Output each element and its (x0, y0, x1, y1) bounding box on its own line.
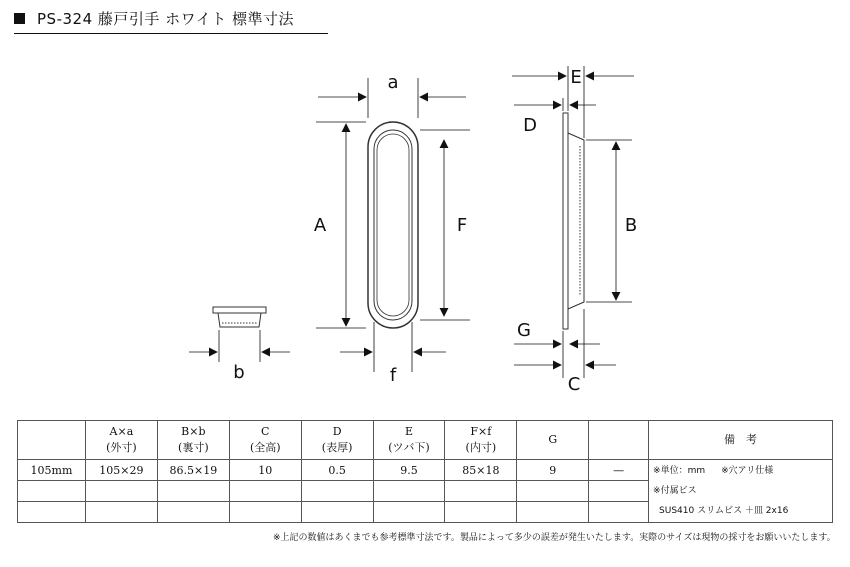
remarks-hole: ※穴アリ仕様 (721, 466, 774, 476)
end-view-flange (213, 307, 266, 313)
remarks-screws: ※付属ビス (653, 486, 697, 496)
handle-outer-outline (368, 122, 418, 328)
cell-Bb: 86.5×19 (157, 460, 229, 481)
cell-Ff: 85×18 (445, 460, 517, 481)
handle-recess-outline (377, 134, 409, 316)
front-view (368, 122, 418, 328)
header-label: A×a (109, 425, 134, 438)
header-label: F×f (470, 425, 492, 438)
dim-label-F: F (456, 215, 468, 236)
table-header-row (18, 421, 833, 460)
header-label: 備 考 (724, 433, 758, 446)
dim-b (189, 330, 290, 362)
dim-label-b: b (233, 362, 245, 383)
header-cell-Bb (157, 421, 229, 460)
cell-size: 105mm (18, 460, 86, 481)
header-cell-D (301, 421, 373, 460)
header-sublabel: (内寸) (465, 441, 497, 454)
cell-Aa: 105×29 (85, 460, 157, 481)
header-cell-remarks (649, 421, 833, 460)
handle-inner-outline (374, 130, 412, 320)
dim-label-A: A (313, 215, 327, 236)
header-cell-Ff (445, 421, 517, 460)
side-view (563, 113, 584, 329)
remarks-line (653, 461, 830, 481)
header-label: B×b (181, 425, 206, 438)
cell-D: 0.5 (301, 460, 373, 481)
header-cell-C (229, 421, 301, 460)
table-row (18, 460, 833, 481)
header-sublabel: (裏寸) (178, 441, 209, 454)
side-view-flange (563, 113, 568, 329)
header-cell-E (373, 421, 445, 460)
dim-label-C: C (567, 374, 581, 395)
cell-extra: — (589, 460, 649, 481)
remarks-screw-spec: SUS410 スリムビス ＋皿 2x16 (659, 506, 789, 516)
header-cell-G (517, 421, 589, 460)
dim-label-D: D (523, 115, 537, 136)
cell-G: 9 (517, 460, 589, 481)
header-sublabel: (表厚) (321, 441, 353, 454)
side-view-body (568, 133, 584, 309)
remarks-unit: ※単位：mm (653, 466, 706, 476)
header-label: G (548, 433, 558, 446)
spec-table (17, 420, 833, 523)
dim-label-B: B (624, 215, 638, 236)
header-label: E (404, 425, 413, 438)
cell-C: 10 (229, 460, 301, 481)
dim-label-a: a (387, 72, 399, 93)
dim-label-f: f (389, 365, 397, 386)
dim-label-E: E (570, 67, 582, 88)
footnote: ※上記の数値はあくまでも参考標準寸法です。製品によって多少の誤差が発生いたします。実際のサイズは現物の採寸をお願いいたします。 (273, 533, 836, 543)
header-cell-empty (18, 421, 86, 460)
cell-E: 9.5 (373, 460, 445, 481)
end-view (213, 307, 266, 327)
header-label: C (261, 425, 270, 438)
end-view-body (218, 313, 261, 327)
header-sublabel: (ツバ下) (388, 441, 430, 454)
header-sublabel: (外寸) (106, 441, 137, 454)
title-text: PS-324 藤戸引手 ホワイト 標準寸法 (37, 10, 294, 28)
header-cell-blank (589, 421, 649, 460)
header-label: D (332, 425, 342, 438)
header-sublabel: (全高) (249, 441, 281, 454)
dim-label-G: G (517, 320, 531, 341)
header-cell-Aa (85, 421, 157, 460)
remarks-cell (649, 460, 833, 523)
